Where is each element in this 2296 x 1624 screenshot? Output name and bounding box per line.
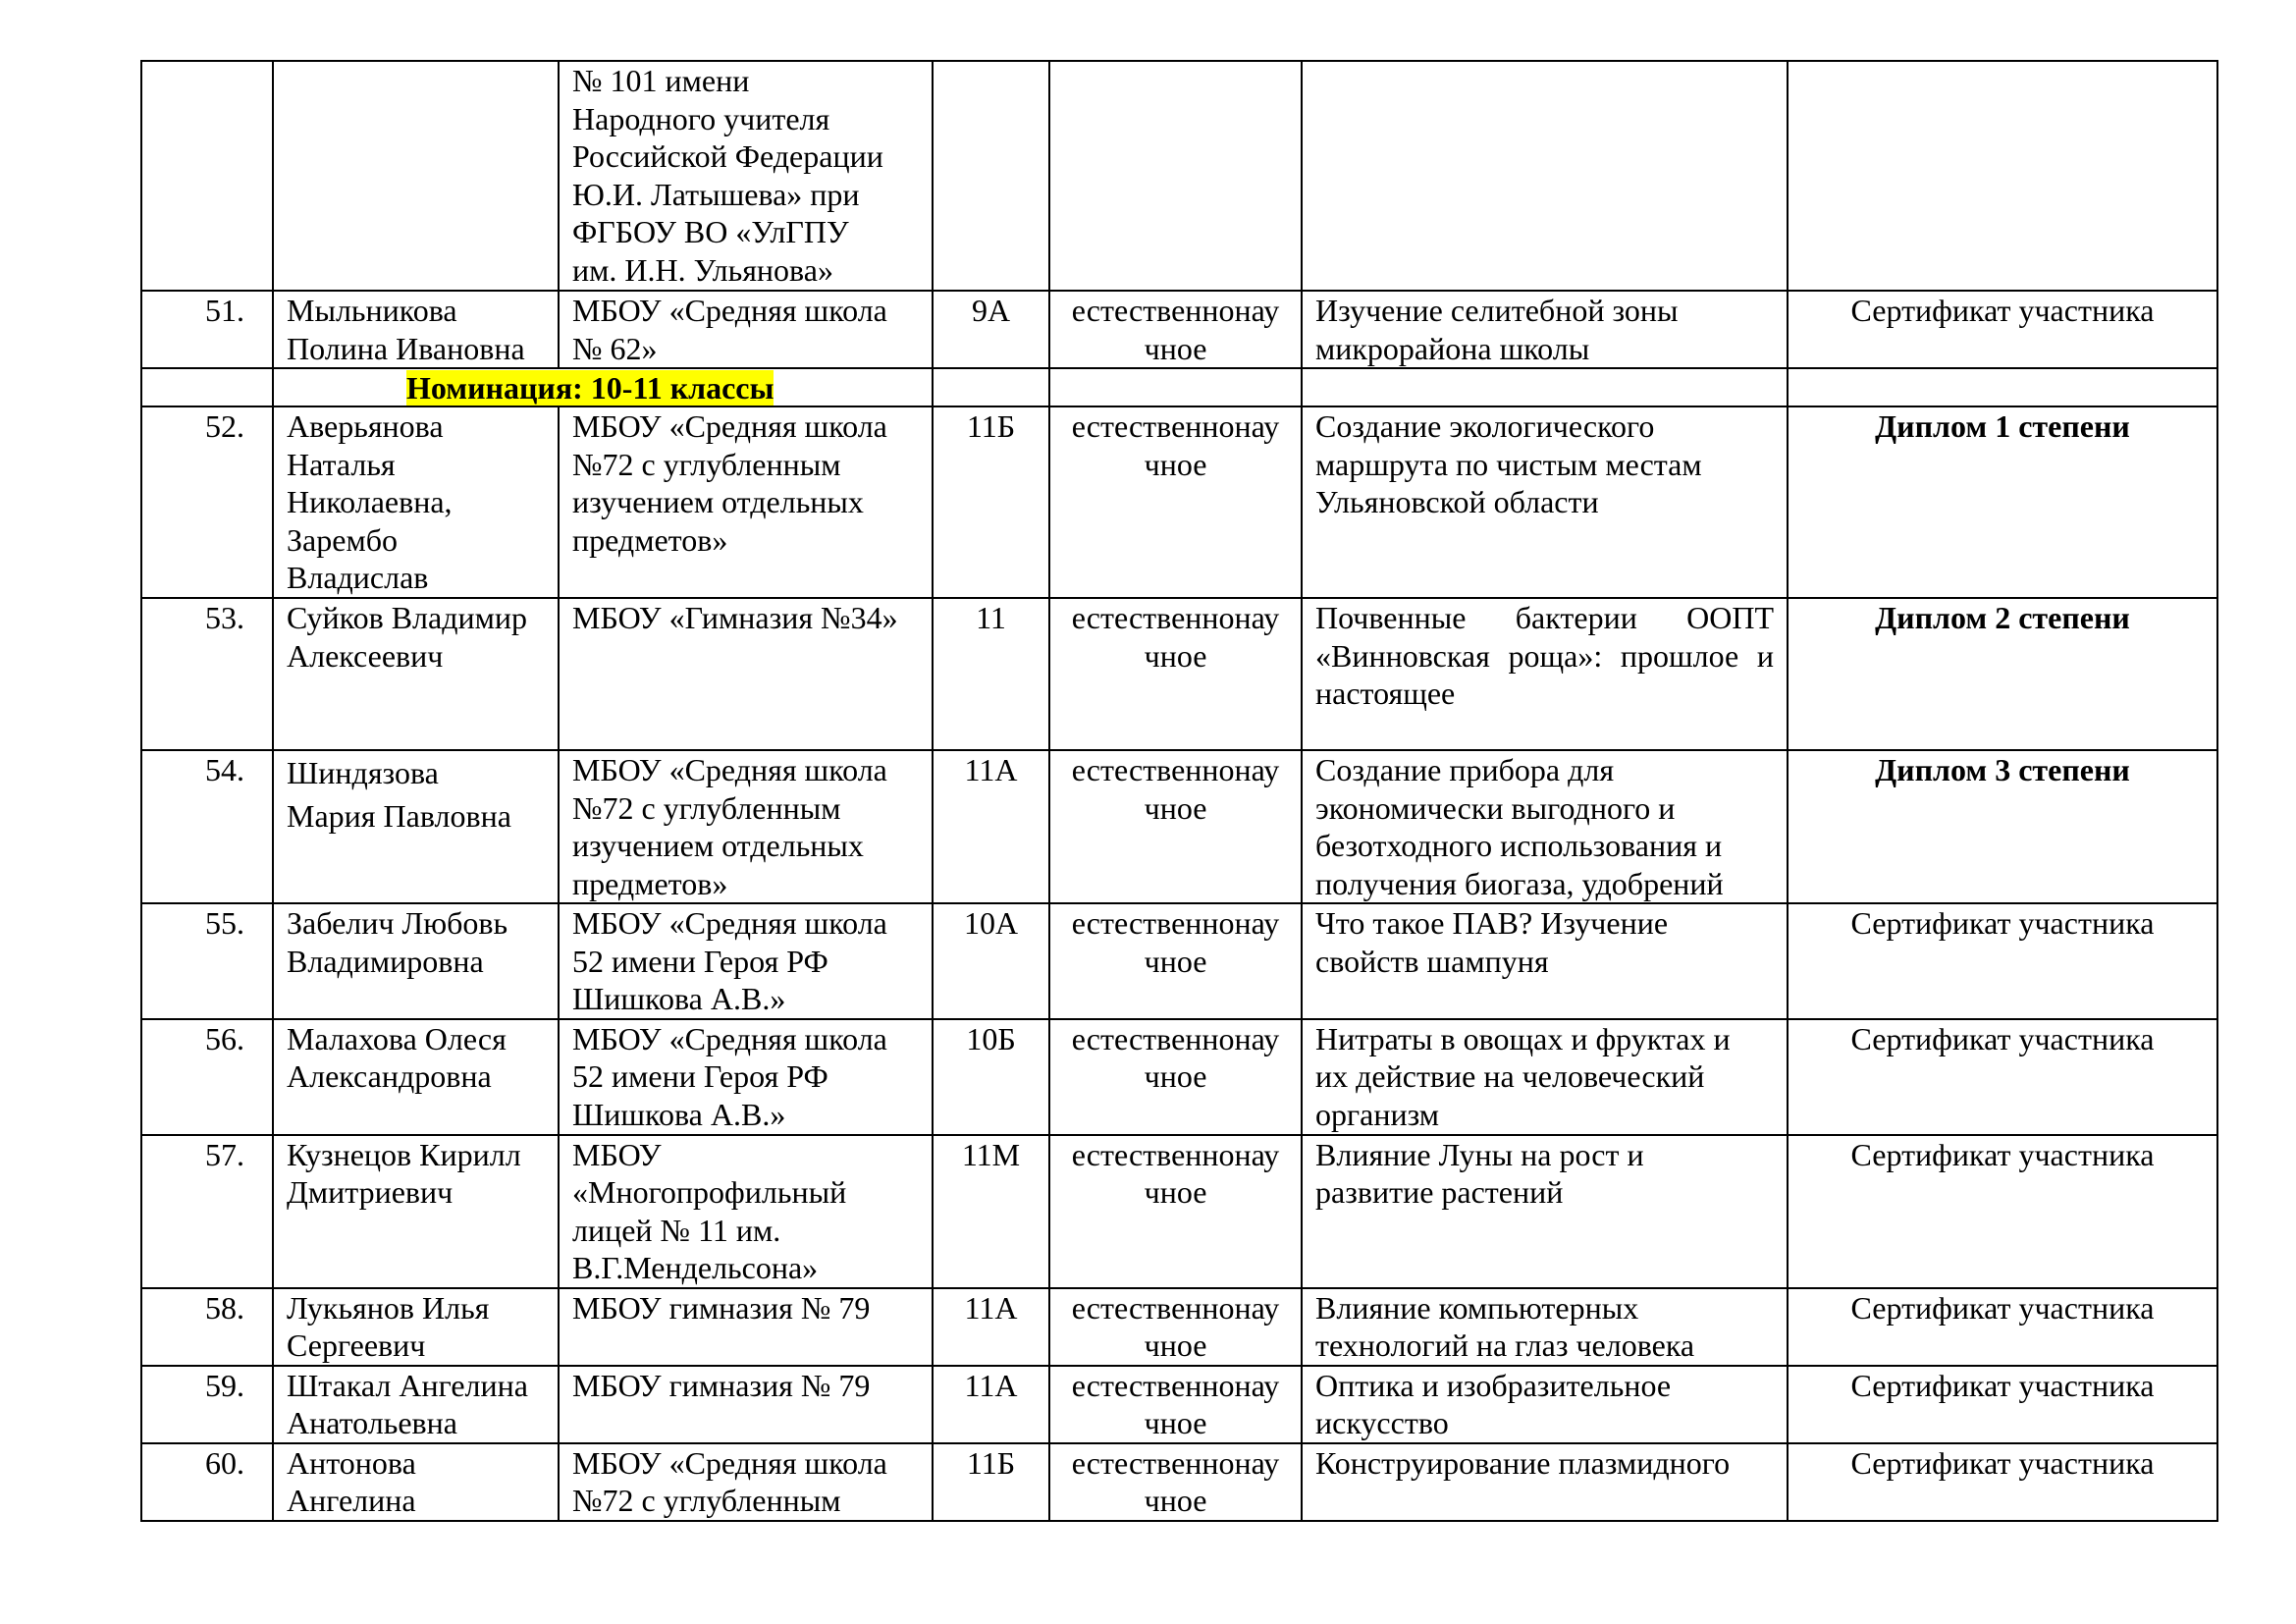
cell-num xyxy=(141,406,273,598)
cell-result xyxy=(1788,750,2217,903)
cell-topic xyxy=(1302,1019,1788,1135)
class-text: 11 xyxy=(976,600,1006,635)
table-row xyxy=(141,1135,2217,1288)
cell-result xyxy=(1788,1135,2217,1288)
cell-num xyxy=(141,1135,273,1288)
topic-text: Влияние компьютерных технологий на глаз человека xyxy=(1315,1289,1695,1363)
class-text: 9А xyxy=(971,293,1011,328)
row-number: 52. xyxy=(205,408,244,444)
table-row xyxy=(141,406,2217,598)
table-row xyxy=(141,1366,2217,1443)
cell-result xyxy=(1788,1019,2217,1135)
cell-school xyxy=(559,903,933,1019)
cell-topic xyxy=(1302,1288,1788,1366)
direction-text: естественнонау чное xyxy=(1071,1136,1280,1210)
topic-text: Изучение селитебной зоны микрорайона школы xyxy=(1315,293,1679,366)
nomination-row xyxy=(141,368,2217,406)
result-text: Сертификат участника xyxy=(1850,293,2155,328)
row-number: 57. xyxy=(205,1136,244,1172)
cell-direction xyxy=(1049,1443,1302,1521)
cell-result xyxy=(1788,1443,2217,1521)
cell-school xyxy=(559,1366,933,1443)
cell-class xyxy=(933,1366,1049,1443)
topic-text: Создание прибора для экономически выгодного и безотходного использования и получения биогаза, удобрений xyxy=(1315,752,1724,901)
row-number: 53. xyxy=(205,600,244,635)
cell-class xyxy=(933,61,1049,291)
cell-topic xyxy=(1302,291,1788,368)
cell-topic xyxy=(1302,903,1788,1019)
table-row xyxy=(141,1288,2217,1366)
cell-result xyxy=(1788,598,2217,750)
cell-num xyxy=(141,750,273,903)
school-text: МБОУ «Многопрофильный лицей № 11 им. В.Г.Мендельсона» xyxy=(572,1136,847,1285)
cell-direction xyxy=(1049,1019,1302,1135)
topic-line: Почвенные бактерии ООПТ xyxy=(1315,600,1774,635)
topic-text: Что такое ПАВ? Изучение свойств шампуня xyxy=(1315,905,1669,979)
cell-topic xyxy=(1302,1135,1788,1288)
participant-name: Аверьянова Наталья Николаевна, Зарембо Владислав xyxy=(287,408,453,595)
cell-school xyxy=(559,61,933,291)
school-text: МБОУ «Средняя школа 52 имени Героя РФ Шишкова А.В.» xyxy=(572,1020,887,1132)
direction-text: естественнонау чное xyxy=(1071,1020,1280,1094)
cell-name xyxy=(273,1288,559,1366)
cell-name xyxy=(273,61,559,291)
table-row xyxy=(141,903,2217,1019)
cell-class xyxy=(933,1288,1049,1366)
cell-name xyxy=(273,1366,559,1443)
direction-text: естественнонау чное xyxy=(1071,600,1280,674)
class-text: 11М xyxy=(961,1136,1021,1172)
participant-name: Малахова Олеся Александровна xyxy=(287,1020,507,1094)
topic-text: Нитраты в овощах и фруктах и их действие на человеческий организм xyxy=(1315,1020,1731,1132)
nomination-cell xyxy=(273,368,933,406)
direction-text: естественнонау чное xyxy=(1071,1289,1280,1363)
cell-class xyxy=(933,1135,1049,1288)
cell-direction xyxy=(1049,903,1302,1019)
participant-name: Забелич Любовь Владимировна xyxy=(287,905,508,979)
result-text: Сертификат участника xyxy=(1850,1367,2155,1403)
school-text: № 101 имени Народного учителя Российской Федерации Ю.И. Латышева» при ФГБОУ ВО «УлГПУ им. И.Н. Ульянова» xyxy=(572,63,883,288)
topic-text: Конструирование плазмидного xyxy=(1315,1444,1731,1481)
topic-text: Влияние Луны на рост и развитие растений xyxy=(1315,1136,1644,1210)
cell-class xyxy=(933,1443,1049,1521)
cell-topic xyxy=(1302,750,1788,903)
cell-class xyxy=(933,1019,1049,1135)
cell-name xyxy=(273,903,559,1019)
class-text: 11Б xyxy=(966,408,1016,444)
cell-result xyxy=(1788,1366,2217,1443)
cell-school xyxy=(559,598,933,750)
results-table xyxy=(140,60,2218,1522)
row-number: 56. xyxy=(205,1020,244,1056)
cell-name xyxy=(273,406,559,598)
result-text: Сертификат участника xyxy=(1850,1289,2155,1326)
topic-line: «Винновская роща»: прошлое и xyxy=(1315,637,1774,674)
cell-topic xyxy=(1302,406,1788,598)
row-number: 51. xyxy=(205,293,244,328)
cell-direction xyxy=(1049,1366,1302,1443)
cell-num xyxy=(141,598,273,750)
cell-num xyxy=(141,903,273,1019)
result-text: Сертификат участника xyxy=(1850,905,2155,941)
cell-class xyxy=(933,598,1049,750)
participant-name: Антонова Ангелина xyxy=(287,1444,416,1518)
cell-school xyxy=(559,1288,933,1366)
class-text: 10Б xyxy=(966,1020,1016,1056)
cell-num xyxy=(141,1443,273,1521)
table-row xyxy=(141,291,2217,368)
cell-result xyxy=(1788,406,2217,598)
direction-text: естественнонау чное xyxy=(1071,905,1280,979)
cell-class xyxy=(933,291,1049,368)
cell-class xyxy=(933,368,1049,406)
cell-school xyxy=(559,1019,933,1135)
cell-num xyxy=(141,291,273,368)
school-text: МБОУ гимназия № 79 xyxy=(572,1367,871,1403)
direction-text: естественнонау чное xyxy=(1071,1367,1280,1440)
class-text: 11Б xyxy=(966,1444,1016,1481)
table-row xyxy=(141,1019,2217,1135)
cell-topic xyxy=(1302,598,1788,750)
nomination-label: Номинация: 10-11 классы xyxy=(406,370,774,406)
row-number: 58. xyxy=(205,1289,244,1326)
school-text: МБОУ «Гимназия №34» xyxy=(572,600,898,635)
cell-name xyxy=(273,598,559,750)
cell-num xyxy=(141,368,273,406)
cell-num xyxy=(141,1019,273,1135)
cell-topic xyxy=(1302,1366,1788,1443)
cell-num xyxy=(141,61,273,291)
direction-text: естественнонау чное xyxy=(1071,752,1280,826)
cell-name xyxy=(273,291,559,368)
result-text: Сертификат участника xyxy=(1850,1444,2155,1481)
cell-school xyxy=(559,1443,933,1521)
result-text: Диплом 2 степени xyxy=(1875,600,2130,635)
cell-direction xyxy=(1049,1135,1302,1288)
school-text: МБОУ гимназия № 79 xyxy=(572,1289,871,1326)
school-text: МБОУ «Средняя школа № 62» xyxy=(572,293,887,366)
direction-text: естественнонау чное xyxy=(1071,408,1280,482)
topic-text: Создание экологического маршрута по чистым местам Ульяновской области xyxy=(1315,408,1702,519)
cell-direction xyxy=(1049,61,1302,291)
class-text: 10А xyxy=(963,905,1019,941)
cell-class xyxy=(933,750,1049,903)
cell-class xyxy=(933,406,1049,598)
cell-result xyxy=(1788,368,2217,406)
cell-result xyxy=(1788,291,2217,368)
direction-text: естественнонау чное xyxy=(1071,1444,1280,1518)
cell-topic xyxy=(1302,1443,1788,1521)
cell-name xyxy=(273,1443,559,1521)
row-number: 55. xyxy=(205,905,244,941)
cell-direction xyxy=(1049,750,1302,903)
row-number: 60. xyxy=(205,1444,244,1481)
cell-school xyxy=(559,291,933,368)
class-text: 11А xyxy=(964,1367,1018,1403)
cell-school xyxy=(559,750,933,903)
cell-result xyxy=(1788,61,2217,291)
class-text: 11А xyxy=(964,752,1018,787)
cell-direction xyxy=(1049,1288,1302,1366)
row-number: 54. xyxy=(205,752,244,787)
result-text: Диплом 3 степени xyxy=(1875,752,2130,787)
participant-name: Штакал Ангелина Анатольевна xyxy=(287,1367,528,1440)
cell-name xyxy=(273,1135,559,1288)
cell-name xyxy=(273,1019,559,1135)
cell-school xyxy=(559,406,933,598)
cell-topic xyxy=(1302,368,1788,406)
topic-line: настоящее xyxy=(1315,676,1456,711)
cell-num xyxy=(141,1366,273,1443)
result-text: Сертификат участника xyxy=(1850,1020,2155,1056)
participant-name: Суйков Владимир Алексеевич xyxy=(287,600,527,674)
topic-text: Оптика и изобразительное искусство xyxy=(1315,1367,1672,1440)
table-row xyxy=(141,598,2217,750)
result-text: Диплом 1 степени xyxy=(1875,408,2130,444)
cell-class xyxy=(933,903,1049,1019)
direction-text: естественнонау чное xyxy=(1071,293,1280,366)
cell-result xyxy=(1788,1288,2217,1366)
participant-name: Мыльникова Полина Ивановна xyxy=(287,293,525,366)
table-row xyxy=(141,750,2217,903)
class-text: 11А xyxy=(964,1289,1018,1326)
cell-topic xyxy=(1302,61,1788,291)
row-number: 59. xyxy=(205,1367,244,1403)
cell-name xyxy=(273,750,559,903)
cell-school xyxy=(559,1135,933,1288)
school-text: МБОУ «Средняя школа №72 с углубленным изучением отдельных предметов» xyxy=(572,752,887,901)
participant-name: Кузнецов Кирилл Дмитриевич xyxy=(287,1136,521,1210)
table-row-continuation xyxy=(141,61,2217,291)
cell-direction xyxy=(1049,368,1302,406)
school-text: МБОУ «Средняя школа №72 с углубленным изучением отдельных предметов» xyxy=(572,408,887,558)
cell-direction xyxy=(1049,598,1302,750)
table-row xyxy=(141,1443,2217,1521)
result-text: Сертификат участника xyxy=(1850,1136,2155,1172)
cell-num xyxy=(141,1288,273,1366)
cell-result xyxy=(1788,903,2217,1019)
school-text: МБОУ «Средняя школа 52 имени Героя РФ Шишкова А.В.» xyxy=(572,905,887,1016)
participant-name: Шиндязова Мария Павловна xyxy=(287,755,511,834)
participant-name: Лукьянов Илья Сергеевич xyxy=(287,1289,490,1363)
cell-direction xyxy=(1049,406,1302,598)
school-text: МБОУ «Средняя школа №72 с углубленным xyxy=(572,1444,887,1518)
cell-direction xyxy=(1049,291,1302,368)
